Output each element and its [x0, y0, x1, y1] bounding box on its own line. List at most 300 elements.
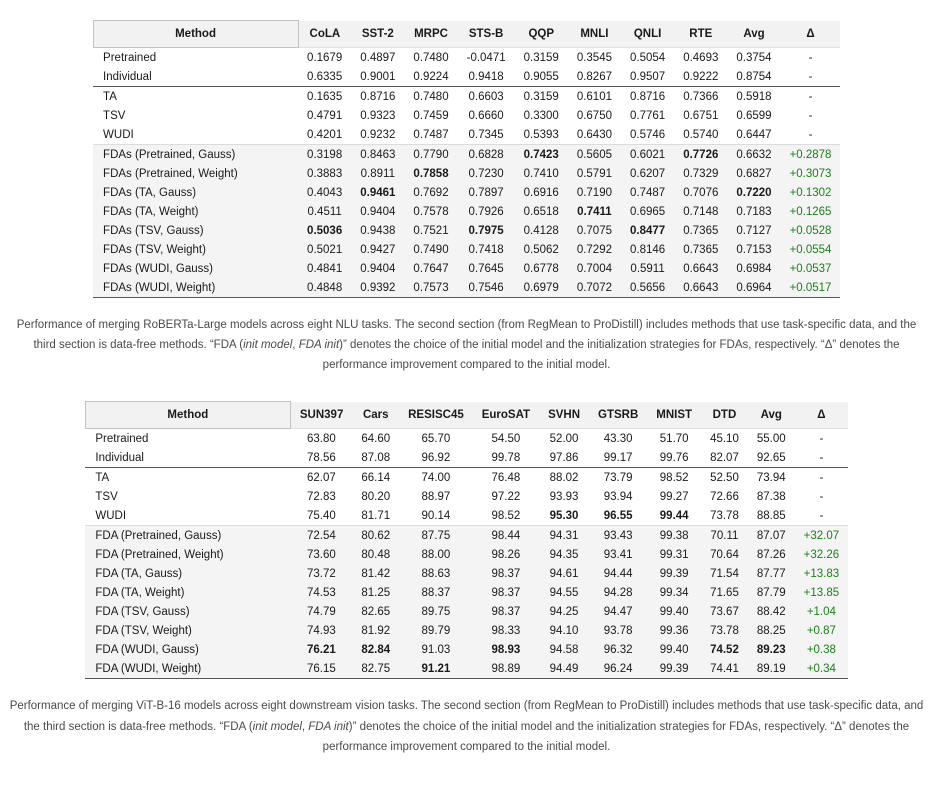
value-cell: 98.52 — [647, 468, 701, 488]
value-cell: 0.7546 — [468, 281, 504, 294]
value-cell: 74.41 — [710, 662, 739, 675]
value-cell: 82.65 — [361, 605, 391, 618]
value-cell: 73.60 — [306, 548, 336, 561]
value-cell: 0.7692 — [413, 186, 449, 199]
table-row — [85, 583, 848, 602]
value-cell: 0.8911 — [360, 167, 395, 180]
value-cell: 0.7004 — [576, 262, 612, 275]
value-cell: 74.79 — [306, 605, 336, 618]
value-cell: 96.24 — [603, 662, 633, 675]
value-cell: 96.32 — [603, 643, 633, 656]
value-cell: 0.9404 — [360, 205, 396, 218]
value-cell: 0.9055 — [523, 70, 559, 83]
value-cell: 0.9461 — [360, 186, 396, 199]
value-cell: 93.94 — [603, 490, 633, 503]
value-cell: 0.6750 — [576, 109, 612, 122]
table-row — [93, 87, 840, 107]
method-cell: FDAs (TSV, Gauss) — [103, 224, 204, 237]
value-cell: 87.77 — [756, 567, 786, 580]
value-cell: 0.7423 — [515, 145, 568, 165]
value-cell: 74.52 — [710, 643, 739, 656]
value-cell: 88.97 — [421, 490, 451, 503]
method-cell: FDA (TSV, Gauss) — [95, 605, 190, 618]
value-cell: 76.21 — [306, 643, 336, 656]
column-header-avg: Avg — [727, 21, 780, 48]
value-cell: 0.6599 — [736, 109, 772, 122]
value-cell: 89.23 — [756, 643, 786, 656]
delta-cell: - — [781, 87, 841, 107]
nlu-results-table — [93, 20, 841, 298]
method-cell: TSV — [103, 109, 126, 122]
value-cell: 0.5054 — [630, 51, 666, 64]
value-cell: 0.7487 — [630, 186, 666, 199]
value-cell: 0.5062 — [523, 243, 559, 256]
table-row — [85, 640, 848, 659]
value-cell: 93.78 — [603, 624, 633, 637]
value-cell: 70.11 — [701, 526, 748, 546]
method-cell: TA — [85, 468, 290, 488]
value-cell: 94.55 — [549, 586, 579, 599]
delta-cell: +13.83 — [803, 567, 840, 580]
value-cell: 0.9232 — [360, 128, 396, 141]
table-row — [93, 202, 840, 221]
delta-cell: - — [795, 468, 849, 488]
method-cell: FDA (Pretrained, Weight) — [95, 548, 224, 561]
value-cell: 62.07 — [290, 468, 352, 488]
value-cell: 0.6964 — [736, 281, 772, 294]
column-header-method: Method — [85, 402, 290, 429]
value-cell: 89.75 — [421, 605, 451, 618]
value-cell: 82.07 — [710, 451, 739, 464]
value-cell: 45.10 — [710, 432, 739, 445]
value-cell: 0.3159 — [523, 51, 559, 64]
column-header-cola: CoLA — [298, 21, 351, 48]
value-cell: 0.9427 — [360, 243, 396, 256]
value-cell: 0.4043 — [307, 186, 343, 199]
value-cell: 99.34 — [659, 586, 689, 599]
value-cell: 92.65 — [756, 451, 786, 464]
caption-segment: Performance of merging ViT-B-16 models across eight downstream vision tasks. The second section (from RegMean to ProDistill) includes methods that use task-specific data, and the third section is data-free methods. “FDA ( — [9, 700, 924, 733]
value-cell: 0.6979 — [523, 281, 559, 294]
caption-segment: , — [301, 720, 309, 733]
value-cell: 0.6632 — [727, 145, 780, 165]
value-cell: 0.7578 — [413, 205, 449, 218]
delta-cell: +1.04 — [806, 605, 836, 618]
value-cell: 0.1635 — [298, 87, 351, 107]
delta-cell: +0.0537 — [789, 262, 832, 275]
table-row — [85, 526, 848, 546]
value-cell: 98.52 — [491, 509, 521, 522]
value-cell: 88.85 — [756, 509, 786, 522]
value-cell: 71.65 — [710, 586, 739, 599]
caption-segment: , — [292, 339, 299, 352]
value-cell: 91.03 — [421, 643, 451, 656]
value-cell: 0.6751 — [683, 109, 719, 122]
value-cell: 0.7487 — [413, 128, 449, 141]
value-cell: 93.93 — [549, 490, 579, 503]
value-cell: 0.4791 — [307, 109, 343, 122]
method-cell: FDA (WUDI, Weight) — [95, 662, 202, 675]
value-cell: 97.22 — [491, 490, 521, 503]
value-cell: 99.40 — [659, 605, 689, 618]
value-cell: 87.38 — [756, 490, 786, 503]
value-cell: 99.17 — [603, 451, 633, 464]
value-cell: 0.7148 — [683, 205, 719, 218]
value-cell: 0.7790 — [404, 145, 457, 165]
value-cell: 0.9418 — [468, 70, 504, 83]
value-cell: 80.62 — [352, 526, 399, 546]
table-row — [93, 183, 840, 202]
column-header-sun397: SUN397 — [290, 402, 352, 429]
method-cell: FDA (Pretrained, Gauss) — [85, 526, 290, 546]
value-cell: 99.36 — [659, 624, 689, 637]
value-cell: 0.7975 — [468, 224, 504, 237]
value-cell: 0.3754 — [736, 51, 772, 64]
value-cell: 0.6603 — [458, 87, 515, 107]
table-row — [85, 621, 848, 640]
table-row — [93, 145, 840, 165]
value-cell: 98.37 — [491, 605, 521, 618]
column-header-mnli: MNLI — [568, 21, 621, 48]
table-row — [85, 468, 848, 488]
value-cell: 98.37 — [491, 567, 521, 580]
value-cell: 99.44 — [659, 509, 689, 522]
value-cell: 0.8716 — [621, 87, 674, 107]
value-cell: 0.7926 — [468, 205, 504, 218]
value-cell: 0.8267 — [576, 70, 612, 83]
method-cell: Pretrained — [95, 432, 149, 445]
value-cell: 0.6984 — [736, 262, 772, 275]
value-cell: 91.21 — [421, 662, 451, 675]
table-row — [85, 429, 848, 449]
value-cell: 88.63 — [421, 567, 451, 580]
value-cell: 0.7345 — [468, 128, 504, 141]
value-cell: 0.9438 — [360, 224, 396, 237]
value-cell: 94.10 — [549, 624, 579, 637]
value-cell: 94.25 — [549, 605, 579, 618]
delta-cell: +32.07 — [795, 526, 849, 546]
value-cell: 0.6518 — [523, 205, 559, 218]
value-cell: 98.44 — [473, 526, 539, 546]
value-cell: 94.61 — [549, 567, 579, 580]
value-cell: 0.4511 — [307, 205, 342, 218]
value-cell: 0.5036 — [307, 224, 343, 237]
column-header-qqp: QQP — [515, 21, 568, 48]
method-cell: FDA (TSV, Weight) — [95, 624, 192, 637]
column-header-avg: Avg — [748, 402, 795, 429]
delta-cell: +0.1265 — [789, 205, 832, 218]
value-cell: 94.28 — [603, 586, 633, 599]
value-cell: 96.55 — [603, 509, 633, 522]
value-cell: 99.38 — [647, 526, 701, 546]
caption-italic-segment: init model — [252, 720, 302, 733]
value-cell: 0.7761 — [630, 109, 666, 122]
table-row — [93, 125, 840, 145]
value-cell: 0.7220 — [736, 186, 772, 199]
value-cell: 0.5605 — [568, 145, 621, 165]
value-cell: 0.5393 — [523, 128, 559, 141]
column-header-cars: Cars — [352, 402, 399, 429]
value-cell: 0.8477 — [630, 224, 666, 237]
method-cell: Pretrained — [103, 51, 157, 64]
value-cell: 98.26 — [491, 548, 521, 561]
value-cell: 0.6430 — [576, 128, 612, 141]
value-cell: 52.50 — [701, 468, 748, 488]
value-cell: 0.6447 — [736, 128, 772, 141]
delta-cell: - — [808, 51, 813, 64]
header-row — [93, 21, 840, 48]
method-cell: FDAs (TA, Weight) — [103, 205, 199, 218]
caption-italic-segment: init model — [243, 339, 293, 352]
value-cell: 72.54 — [290, 526, 352, 546]
delta-cell: +0.0554 — [789, 243, 832, 256]
value-cell: 0.9001 — [360, 70, 396, 83]
value-cell: 65.70 — [421, 432, 451, 445]
value-cell: 82.84 — [361, 643, 391, 656]
delta-cell: +0.1302 — [789, 186, 832, 199]
value-cell: 0.7072 — [576, 281, 612, 294]
value-cell: 0.7365 — [683, 224, 719, 237]
delta-cell: - — [819, 490, 824, 503]
value-cell: 98.37 — [491, 586, 521, 599]
method-cell: WUDI — [95, 509, 127, 522]
column-header-: Δ — [795, 402, 849, 429]
value-cell: 74.93 — [306, 624, 336, 637]
value-cell: 0.7292 — [576, 243, 612, 256]
value-cell: 81.25 — [361, 586, 391, 599]
vision-table-caption — [8, 696, 926, 756]
caption-italic-segment: FDA init — [308, 720, 349, 733]
value-cell: 96.92 — [421, 451, 451, 464]
caption-italic-segment: FDA init — [298, 339, 340, 352]
value-cell: 0.3159 — [515, 87, 568, 107]
value-cell: 0.9507 — [630, 70, 666, 83]
value-cell: 88.25 — [756, 624, 786, 637]
value-cell: 94.35 — [549, 548, 579, 561]
value-cell: 0.6643 — [683, 281, 719, 294]
method-cell: FDAs (TSV, Weight) — [103, 243, 206, 256]
table-row — [93, 240, 840, 259]
value-cell: 98.89 — [491, 662, 521, 675]
value-cell: 0.4128 — [523, 224, 559, 237]
value-cell: 81.42 — [361, 567, 391, 580]
value-cell: 99.78 — [491, 451, 521, 464]
value-cell: 0.4841 — [307, 262, 343, 275]
value-cell: 0.3545 — [576, 51, 612, 64]
value-cell: 94.58 — [549, 643, 579, 656]
method-cell: FDAs (Pretrained, Weight) — [103, 167, 238, 180]
value-cell: 0.9224 — [413, 70, 449, 83]
column-header-mrpc: MRPC — [404, 21, 457, 48]
value-cell: 73.78 — [710, 509, 739, 522]
value-cell: 0.6828 — [458, 145, 515, 165]
value-cell: 0.7230 — [468, 167, 504, 180]
value-cell: 94.44 — [603, 567, 633, 580]
value-cell: 74.53 — [306, 586, 336, 599]
value-cell: 0.8146 — [630, 243, 666, 256]
value-cell: 63.80 — [306, 432, 336, 445]
value-cell: 88.02 — [539, 468, 589, 488]
value-cell: 80.48 — [361, 548, 391, 561]
nlu-table-caption — [8, 315, 926, 375]
nlu-table-section — [0, 20, 933, 375]
method-cell: FDAs (WUDI, Gauss) — [103, 262, 213, 275]
column-header-sst-2: SST-2 — [351, 21, 404, 48]
value-cell: 81.71 — [361, 509, 391, 522]
value-cell: 0.5656 — [630, 281, 666, 294]
delta-cell: +0.3073 — [789, 167, 832, 180]
value-cell: 52.00 — [549, 432, 579, 445]
value-cell: 64.60 — [361, 432, 391, 445]
method-cell: FDA (TA, Gauss) — [95, 567, 183, 580]
caption-segment: )” denotes the choice of the initial model and the initialization strategies for FDAs, respectively. “Δ” denotes the performance improvement compared to the initial model. — [322, 339, 900, 372]
value-cell: 54.50 — [491, 432, 521, 445]
value-cell: 81.92 — [361, 624, 391, 637]
value-cell: 0.7645 — [468, 262, 504, 275]
delta-cell: +0.34 — [806, 662, 836, 675]
value-cell: 93.43 — [589, 526, 647, 546]
value-cell: 88.42 — [756, 605, 786, 618]
value-cell: 0.4201 — [307, 128, 343, 141]
value-cell: 0.5746 — [630, 128, 666, 141]
value-cell: 55.00 — [756, 432, 786, 445]
method-cell: TA — [93, 87, 298, 107]
delta-cell: +0.0517 — [789, 281, 832, 294]
caption-segment: )” denotes the choice of the initial model and the initialization strategies for FDAs, respectively. “Δ” denotes the performance improvement compared to the initial model. — [322, 720, 910, 753]
table-row — [85, 506, 848, 526]
value-cell: 80.20 — [361, 490, 391, 503]
method-cell: FDAs (WUDI, Weight) — [103, 281, 216, 294]
value-cell: 0.6916 — [523, 186, 559, 199]
value-cell: 0.4897 — [360, 51, 396, 64]
value-cell: 0.7183 — [736, 205, 772, 218]
delta-cell: +0.87 — [806, 624, 836, 637]
column-header-: Δ — [781, 21, 841, 48]
delta-cell: +0.0528 — [789, 224, 832, 237]
delta-cell: - — [808, 70, 813, 83]
value-cell: 0.8754 — [736, 70, 772, 83]
value-cell: 82.75 — [361, 662, 391, 675]
table-row — [85, 448, 848, 468]
value-cell: 87.07 — [748, 526, 795, 546]
value-cell: 0.7459 — [413, 109, 449, 122]
value-cell: 0.3883 — [307, 167, 343, 180]
header-row — [85, 402, 848, 429]
value-cell: 0.6827 — [736, 167, 772, 180]
value-cell: 0.6021 — [621, 145, 674, 165]
value-cell: 0.5791 — [576, 167, 612, 180]
vision-results-table — [85, 401, 848, 679]
value-cell: -0.0471 — [466, 51, 506, 64]
value-cell: 88.37 — [421, 586, 451, 599]
value-cell: 98.93 — [491, 643, 521, 656]
value-cell: 74.00 — [399, 468, 473, 488]
value-cell: 98.33 — [491, 624, 521, 637]
value-cell: 0.8716 — [351, 87, 404, 107]
table-row — [93, 106, 840, 125]
value-cell: 88.00 — [421, 548, 451, 561]
column-header-gtsrb: GTSRB — [589, 402, 647, 429]
value-cell: 73.67 — [710, 605, 739, 618]
value-cell: 0.6101 — [568, 87, 621, 107]
value-cell: 99.27 — [659, 490, 689, 503]
value-cell: 0.7647 — [413, 262, 449, 275]
value-cell: 73.72 — [306, 567, 336, 580]
value-cell: 0.7410 — [523, 167, 559, 180]
value-cell: 0.7521 — [413, 224, 449, 237]
method-cell: WUDI — [103, 128, 134, 141]
delta-cell: - — [819, 451, 824, 464]
delta-cell: +0.38 — [806, 643, 836, 656]
value-cell: 0.9222 — [683, 70, 719, 83]
value-cell: 0.5740 — [683, 128, 719, 141]
value-cell: 0.5918 — [727, 87, 780, 107]
value-cell: 0.6965 — [630, 205, 666, 218]
delta-cell: - — [819, 432, 824, 445]
column-header-eurosat: EuroSAT — [473, 402, 539, 429]
value-cell: 97.86 — [549, 451, 579, 464]
value-cell: 72.83 — [306, 490, 336, 503]
value-cell: 0.7411 — [577, 205, 612, 218]
value-cell: 78.56 — [306, 451, 336, 464]
delta-cell: - — [819, 509, 824, 522]
value-cell: 99.31 — [659, 548, 689, 561]
method-cell: FDAs (TA, Gauss) — [103, 186, 197, 199]
value-cell: 0.6335 — [307, 70, 343, 83]
table-row — [93, 164, 840, 183]
column-header-dtd: DTD — [701, 402, 748, 429]
value-cell: 89.79 — [421, 624, 451, 637]
value-cell: 0.7076 — [683, 186, 719, 199]
value-cell: 43.30 — [603, 432, 633, 445]
value-cell: 73.78 — [710, 624, 739, 637]
value-cell: 0.7075 — [576, 224, 612, 237]
method-cell: TSV — [95, 490, 118, 503]
delta-cell: +13.85 — [803, 586, 840, 599]
value-cell: 0.9404 — [360, 262, 396, 275]
table-row — [85, 545, 848, 564]
delta-cell: +0.2878 — [781, 145, 841, 165]
value-cell: 87.79 — [756, 586, 786, 599]
value-cell: 0.6643 — [683, 262, 719, 275]
value-cell: 99.39 — [659, 567, 689, 580]
value-cell: 0.6778 — [523, 262, 559, 275]
column-header-svhn: SVHN — [539, 402, 589, 429]
value-cell: 0.7329 — [683, 167, 719, 180]
method-cell: Individual — [103, 70, 152, 83]
caption-segment: Performance of merging RoBERTa-Large models across eight NLU tasks. The second section (from RegMean to ProDistill) includes methods that use task-specific data, and the third section is data-free methods. “FDA ( — [16, 319, 917, 352]
value-cell: 75.40 — [306, 509, 336, 522]
table-row — [93, 221, 840, 240]
value-cell: 0.4848 — [307, 281, 343, 294]
value-cell: 66.14 — [352, 468, 399, 488]
table-row — [85, 659, 848, 679]
vision-table-section — [0, 401, 933, 756]
table-row — [93, 67, 840, 87]
value-cell: 0.3198 — [298, 145, 351, 165]
value-cell: 76.48 — [473, 468, 539, 488]
value-cell: 0.7365 — [683, 243, 719, 256]
value-cell: 0.1679 — [307, 51, 343, 64]
value-cell: 0.7127 — [736, 224, 772, 237]
value-cell: 94.47 — [603, 605, 633, 618]
column-header-rte: RTE — [674, 21, 727, 48]
value-cell: 0.7418 — [468, 243, 504, 256]
value-cell: 93.41 — [603, 548, 633, 561]
value-cell: 0.4693 — [683, 51, 719, 64]
column-header-sts-b: STS-B — [458, 21, 515, 48]
value-cell: 94.49 — [549, 662, 579, 675]
